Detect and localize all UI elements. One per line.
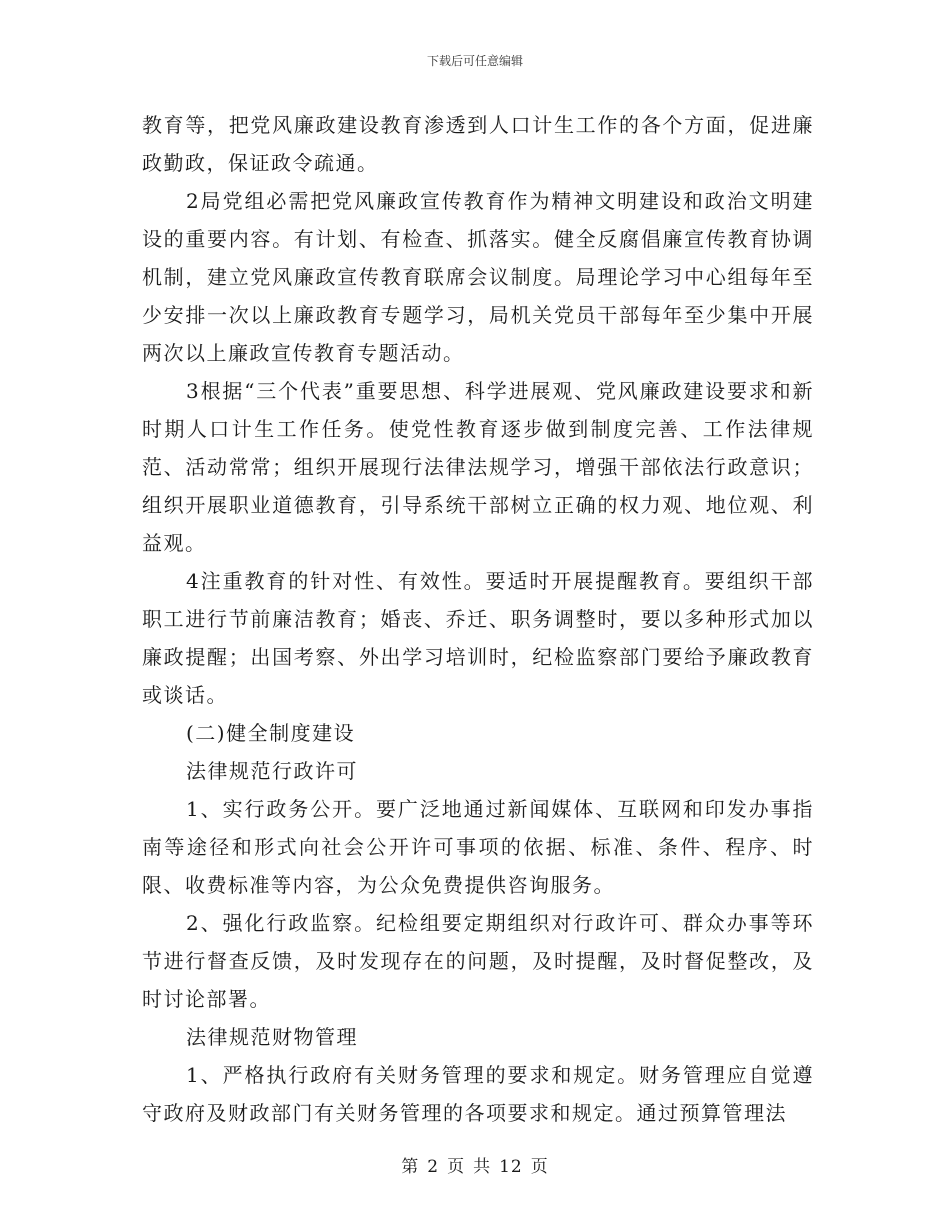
paragraph: 1、实行政务公开。要广泛地通过新闻媒体、互联网和印发办事指南等途径和形式向社会公开许可事项的依据、标准、条件、程序、时限、收费标准等内容，为公众免费提供咨询服务。 xyxy=(142,797,814,897)
footer-suffix: 页 xyxy=(530,1157,549,1177)
footer-page-word: 页 xyxy=(447,1157,466,1177)
subsection-heading: 法律规范行政许可 xyxy=(186,759,358,783)
paragraph: 1、严格执行政府有关财务管理的要求和规定。财务管理应自觉遵守政府及财政部门有关财务管理的各项要求和规定。通过预算管理法 xyxy=(142,1063,814,1125)
footer-total-word: 共 xyxy=(473,1157,492,1177)
paragraph: 2局党组必需把党风廉政宣传教育作为精神文明建设和政治文明建设的重要内容。有计划、有检查、抓落实。健全反腐倡廉宣传教育协调机制，建立党风廉政宣传教育联席会议制度。局理论学习中心组每年至少安排一次以上廉政教育专题学习，局机关党员干部每年至少集中开展两次以上廉政宣传教育专题活动。 xyxy=(142,189,814,365)
paragraph: 2、强化行政监察。纪检组要定期组织对行政许可、群众办事等环节进行督查反馈，及时发现存在的问题，及时提醒，及时督促整改，及时讨论部署。 xyxy=(142,911,814,1011)
document-body xyxy=(142,106,814,1132)
current-page-number: 2 xyxy=(427,1157,440,1177)
total-pages-number: 12 xyxy=(499,1157,523,1177)
footer-prefix: 第 xyxy=(401,1157,420,1177)
paragraph: 3根据“三个代表”重要思想、科学进展观、党风廉政建设要求和新时期人口计生工作任务。使党性教育逐步做到制度完善、工作法律规范、活动常常；组织开展现行法律法规学习，增强干部依法行政意识；组织开展职业道德教育，引导系统干部树立正确的权力观、地位观、利益观。 xyxy=(142,379,814,555)
section-heading: (二)健全制度建设 xyxy=(186,721,356,745)
paragraph: 教育等，把党风廉政建设教育渗透到人口计生工作的各个方面，促进廉政勤政，保证政令疏通。 xyxy=(142,113,814,175)
page-footer xyxy=(0,1152,950,1177)
paragraph: 4注重教育的针对性、有效性。要适时开展提醒教育。要组织干部职工进行节前廉洁教育；婚丧、乔迁、职务调整时，要以多种形式加以廉政提醒；出国考察、外出学习培训时，纪检监察部门要给予廉政教育或谈话。 xyxy=(142,569,814,707)
page-header: 下载后可任意编辑 xyxy=(426,54,523,68)
subsection-heading: 法律规范财物管理 xyxy=(186,1025,358,1049)
